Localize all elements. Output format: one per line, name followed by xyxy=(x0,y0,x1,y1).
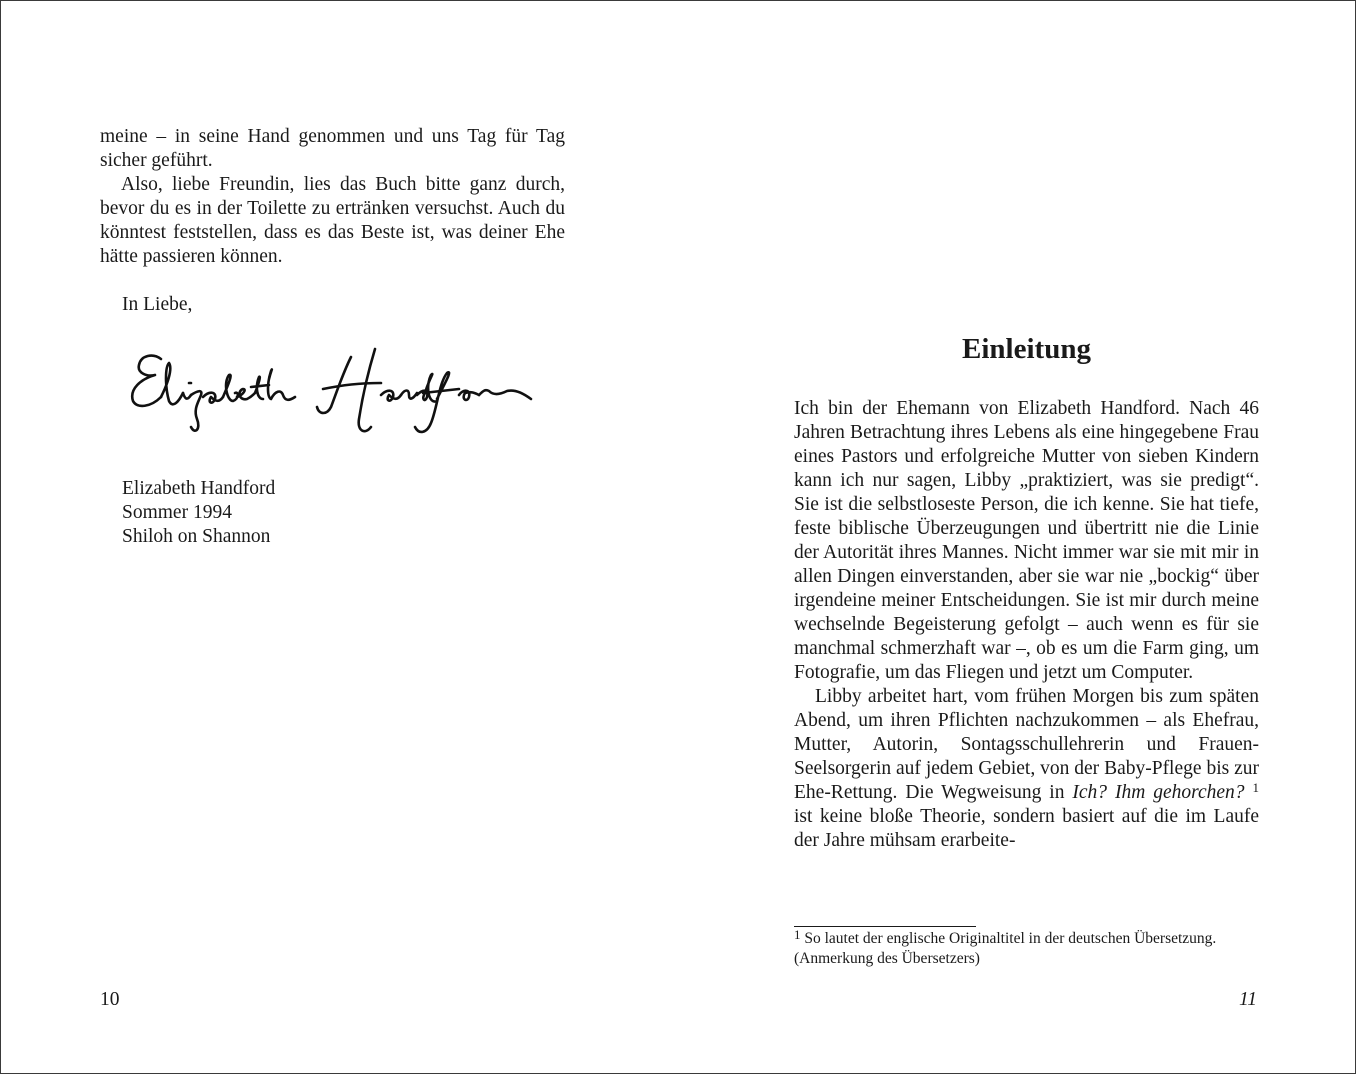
footnote xyxy=(794,929,1259,969)
left-page xyxy=(1,1,678,1073)
footnote-text: So lautet der englische Originaltitel in der deutschen Übersetzung. (Anmerkung des Übersetzers) xyxy=(794,930,1217,967)
right-page xyxy=(678,1,1355,1073)
page-number-left: 10 xyxy=(100,989,120,1010)
signer-place: Shiloh on Shannon xyxy=(122,526,271,547)
left-body-text xyxy=(100,125,565,269)
book-title: Ich? Ihm gehorchen? xyxy=(1072,782,1245,803)
left-paragraph-2: Also, liebe Freundin, lies das Buch bitte ganz durch, bevor du es in der Toilette zu ertränken versuchst. Auch du könntest feststellen, dass es das Beste ist, was deiner Ehe hätte passieren können. xyxy=(100,174,565,267)
right-body-text xyxy=(794,397,1259,853)
footnote-divider xyxy=(794,926,976,927)
footnote-marker[interactable]: 1 xyxy=(1252,780,1259,795)
signer-name: Elizabeth Handford xyxy=(122,478,276,499)
greeting: In Liebe, xyxy=(122,294,193,315)
signer-date: Sommer 1994 xyxy=(122,502,232,523)
right-paragraph-1: Ich bin der Ehemann von Elizabeth Handford. Nach 46 Jahren Betrachtung ihres Lebens als eine hingegebene Frau eines Pastors und erfolgreiche Mutter von sieben Kindern kann ich nur sagen, Libby „praktiziert, was sie predigt“. Sie ist die selbstloseste Person, die ich kenne. Sie hat tiefe, feste biblische Überzeugungen und übertritt nie die Linie der Autorität ihres Mannes. Nicht immer war sie mit mir in allen Dingen einverstanden, aber sie war nie „bockig“ über irgendeine meiner Entscheidungen. Sie ist mir durch meine wechselnde Begeisterung gefolgt – auch wenn es für sie manchmal schmerzhaft war –, ob es um die Farm ging, um Fotografie, um das Fliegen und jetzt um Computer. xyxy=(794,398,1259,683)
footnote-number: 1 xyxy=(794,927,801,942)
signature-image xyxy=(123,339,543,444)
page-number-right: 11 xyxy=(1239,989,1258,1010)
right-paragraph-2-start: Libby arbeitet hart, vom frühen Morgen bis zum späten Abend, um ihren Pflichten nachzukommen – als Ehefrau, Mutter, Autorin, Sontagsschullehrerin und Frauen-Seelsorgerin auf jedem Gebiet, von der Baby-Pflege bis zur Ehe-Rettung. Die Wegweisung in xyxy=(794,686,1259,803)
right-paragraph-2 xyxy=(794,685,1259,853)
chapter-title: Einleitung xyxy=(962,333,1091,365)
left-paragraph-1: meine – in seine Hand genommen und uns Tag für Tag sicher geführt. xyxy=(100,126,565,171)
signer-info xyxy=(122,477,275,549)
right-paragraph-2-end: ist keine bloße Theorie, sondern basiert auf die im Laufe der Jahre mühsam erarbeite- xyxy=(794,806,1259,851)
